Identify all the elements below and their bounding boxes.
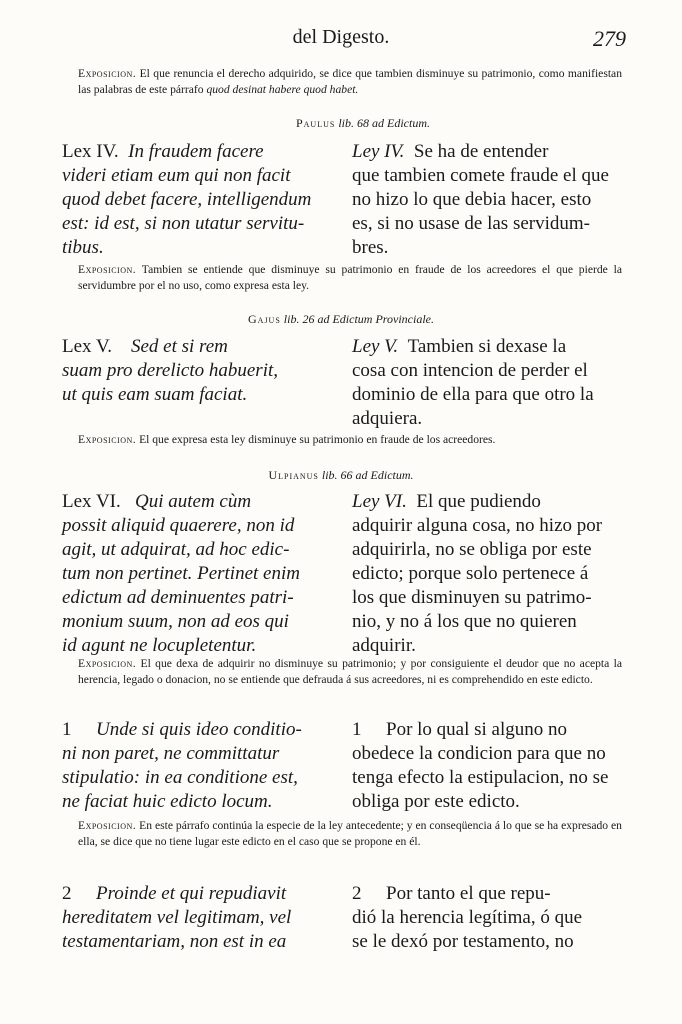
spanish-line: Por lo qual si alguno no — [386, 719, 568, 740]
attribution-work: lib. 66 ad Edictum. — [321, 468, 414, 482]
latin-line: stipulatio: in ea conditione est, — [62, 767, 298, 788]
latin-line: quod debet facere, intelligendum — [62, 189, 312, 210]
latin-line: agit, ut adquirat, ad hoc edic- — [62, 539, 290, 560]
latin-line: id agunt ne locupletentur. — [62, 635, 257, 656]
exposicion-label: Exposicion. — [78, 67, 137, 80]
source-attribution — [0, 468, 682, 483]
spanish-line: Tambien si dexase la — [407, 336, 567, 357]
attribution-work: lib. 26 ad Edictum Provinciale. — [283, 312, 434, 326]
spanish-law-number: Ley VI. — [352, 491, 407, 512]
exposicion-label: Exposicion. — [78, 657, 137, 670]
spanish-line: se le dexó por testamento, no — [352, 931, 574, 952]
spanish-line: adquirir. — [352, 635, 416, 656]
latin-line: ni non paret, ne committatur — [62, 743, 280, 764]
latin-column-lex-iv — [62, 140, 350, 260]
latin-line: Unde si quis ideo conditio- — [96, 719, 302, 740]
spanish-line: El que pudiendo — [416, 491, 541, 512]
spanish-line: edicto; porque solo pertenece á — [352, 563, 589, 584]
latin-line: ut quis eam suam faciat. — [62, 384, 248, 405]
latin-line: tibus. — [62, 237, 104, 258]
exposicion-text: El que dexa de adquirir no disminuye su patrimonio; y por consiguiente el deudor que no acepta la herencia, legado o donacion, no se entiende que defrauda á sus acreedores, ni es comprehendido en este edicto. — [78, 657, 622, 686]
spanish-line: adquirirla, no se obliga por este — [352, 539, 592, 560]
latin-line: Proinde et qui repudiavit — [96, 883, 287, 904]
spanish-line: es, si no usase de las servidum- — [352, 213, 590, 234]
attribution-author: Gajus — [248, 312, 281, 326]
exposicion-paragraph — [78, 262, 622, 294]
latin-quote: quod desinat habere quod habet. — [206, 83, 359, 96]
page-header — [0, 26, 682, 56]
page-number: 279 — [593, 26, 626, 51]
exposicion-label: Exposicion. — [78, 263, 137, 276]
spanish-line: dominio de ella para que otro la — [352, 384, 594, 405]
exposicion-paragraph — [78, 432, 622, 448]
spanish-line: Se ha de entender — [413, 141, 549, 162]
paragraph-number: 2 — [62, 883, 72, 904]
spanish-line: Por tanto el que repu- — [386, 883, 551, 904]
paragraph-number: 2 — [352, 883, 362, 904]
latin-column-lex-vi — [62, 490, 350, 658]
exposicion-label: Exposicion. — [78, 433, 137, 446]
spanish-line: tenga efecto la estipulacion, no se — [352, 767, 609, 788]
latin-line: videri etiam eum qui non facit — [62, 165, 291, 186]
source-attribution — [0, 312, 682, 327]
exposicion-paragraph — [78, 66, 622, 98]
latin-line: edictum ad deminuentes patri- — [62, 587, 294, 608]
exposicion-text: Tambien se entiende que disminuye su patrimonio en fraude de los acreedores el que pierde la servidumbre por el no uso, como expresa esta ley. — [78, 263, 622, 292]
spanish-law-number: Ley IV. — [352, 141, 405, 162]
attribution-work: lib. 68 ad Edictum. — [338, 116, 430, 130]
latin-law-number: Lex IV. — [62, 141, 119, 162]
latin-line: Sed et si rem — [130, 336, 228, 357]
exposicion-label: Exposicion. — [78, 819, 137, 832]
spanish-column-paragraph-2 — [352, 882, 624, 954]
spanish-line: adquirir alguna cosa, no hizo por — [352, 515, 603, 536]
spanish-line: dió la herencia legítima, ó que — [352, 907, 583, 928]
exposicion-paragraph — [78, 818, 622, 850]
spanish-line: los que disminuyen su patrimo- — [352, 587, 592, 608]
latin-line: monium suum, non ad eos qui — [62, 611, 289, 632]
latin-column-lex-v — [62, 335, 350, 407]
attribution-author: Paulus — [295, 116, 336, 130]
spanish-line: obedece la condicion para que no — [352, 743, 606, 764]
source-attribution — [0, 116, 430, 131]
running-title: del Digesto. — [292, 26, 390, 48]
spanish-column-ley-vi — [352, 490, 624, 658]
attribution-author: Ulpianus — [268, 468, 319, 482]
exposicion-text: El que renuncia el derecho adquirido, se dice que tambien disminuye su patrimonio, como manifiestan las palabras de este párrafo — [78, 67, 622, 96]
spanish-line: bres. — [352, 237, 389, 258]
spanish-column-paragraph-1 — [352, 718, 624, 814]
paragraph-number: 1 — [352, 719, 362, 740]
spanish-line: nio, y no á los que no quieren — [352, 611, 577, 632]
latin-line: Qui autem cùm — [135, 491, 252, 512]
latin-line: In fraudem facere — [128, 141, 264, 162]
latin-law-number: Lex VI. — [62, 491, 121, 512]
spanish-line: que tambien comete fraude el que — [352, 165, 609, 186]
latin-column-paragraph-2 — [62, 882, 350, 954]
spanish-line: no hizo lo que debia hacer, esto — [352, 189, 592, 210]
spanish-column-ley-v — [352, 335, 624, 431]
spanish-line: adquiera. — [352, 408, 423, 429]
latin-column-paragraph-1 — [62, 718, 350, 814]
latin-line: suam pro derelicto habuerit, — [62, 360, 279, 381]
latin-line: ne faciat huic edicto locum. — [62, 791, 273, 812]
latin-line: est: id est, si non utatur servitu- — [62, 213, 305, 234]
spanish-line: obliga por este edicto. — [352, 791, 520, 812]
exposicion-text: En este párrafo continúa la especie de la ley antecedente; y en conseqüencia á lo que se ha expresado en ella, se dice que no tiene lugar este edicto en el caso que se propone en él. — [78, 819, 622, 848]
latin-law-number: Lex V. — [62, 336, 112, 357]
latin-line: hereditatem vel legitimam, vel — [62, 907, 292, 928]
spanish-column-ley-iv — [352, 140, 624, 260]
spanish-law-number: Ley V. — [352, 336, 399, 357]
latin-line: testamentariam, non est in ea — [62, 931, 287, 952]
exposicion-paragraph — [78, 656, 622, 688]
paragraph-number: 1 — [62, 719, 72, 740]
latin-line: tum non pertinet. Pertinet enim — [62, 563, 300, 584]
exposicion-text: El que expresa esta ley disminuye su patrimonio en fraude de los acreedores. — [139, 433, 496, 446]
spanish-line: cosa con intencion de perder el — [352, 360, 588, 381]
latin-line: possit aliquid quaerere, non id — [62, 515, 295, 536]
